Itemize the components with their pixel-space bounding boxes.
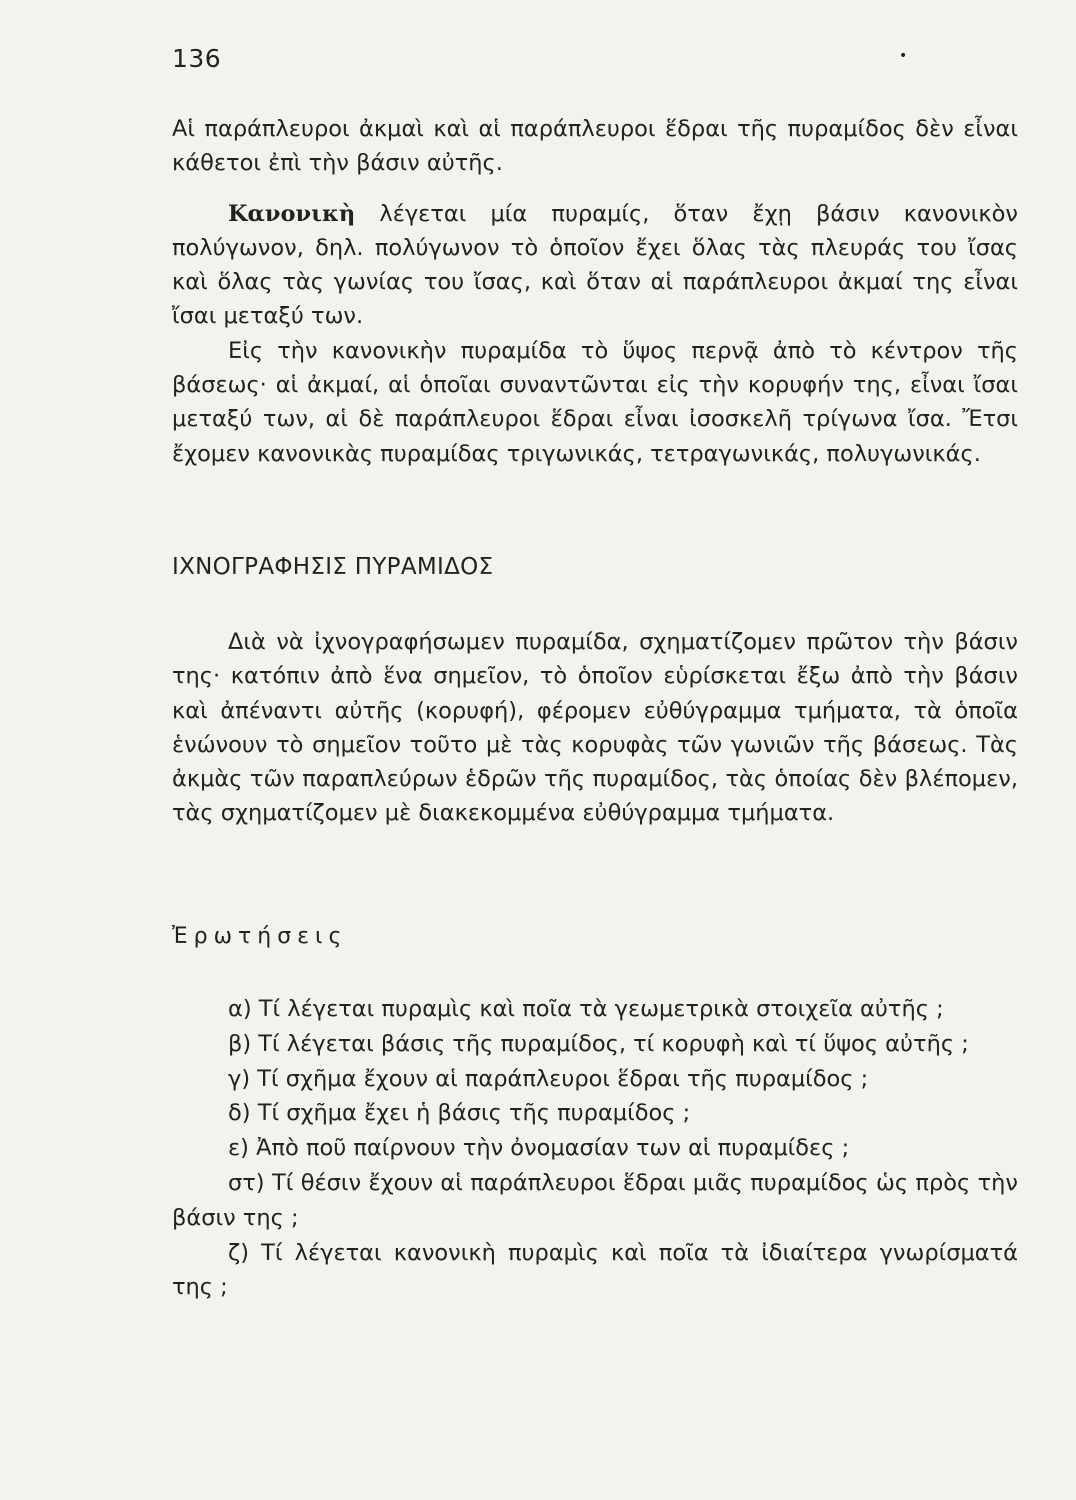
questions-list [172,992,1018,1305]
question-item: β) Τί λέγεται βάσις τῆς πυραμίδος, τί κορυφὴ καὶ τί ὕψος αὐτῆς ; [228,1030,969,1057]
intro-text [172,112,1018,471]
section-heading: ΙΧΝΟΓΡΑΦΗΣΙΣ ΠΥΡΑΜΙΔΟΣ [172,554,494,580]
paragraph-regular-pyramid-properties: Εἰς τὴν κανονικὴν πυραμίδα τὸ ὕψος περνᾷ ἀπὸ τὸ κέντρον τῆς βάσεως· αἱ ἀκμαί, αἱ ὁποῖαι συναντῶνται εἰς τὴν κορυφήν της, εἶναι ἴσαι μεταξύ των, αἱ δὲ παράπλευροι ἕδραι εἶναι ἰσοσκελῆ τρίγωνα ἴσα. Ἔτσι ἔχομεν κανονικὰς πυραμίδας τριγωνικάς, τετραγωνικάς, πολυγωνικάς. [172,337,1018,467]
question-item: ε) Ἀπὸ ποῦ παίρνουν τὴν ὀνομασίαν των αἱ πυραμίδες ; [228,1135,850,1162]
paragraph-drawing-method: Διὰ νὰ ἰχνογραφήσωμεν πυραμίδα, σχηματίζομεν πρῶτον τὴν βάσιν της· κατόπιν ἀπὸ ἕνα σημεῖον, τὸ ὁποῖον εὑρίσκεται ἔξω ἀπὸ τὴν βάσιν καὶ ἀπέναντι αὐτῆς (κορυφή), φέρομεν εὐθύγραμμα τμήματα, τὰ ὁποῖα ἑνώνουν τὸ σημεῖον τοῦτο μὲ τὰς κορυφὰς τῶν γωνιῶν τῆς βάσεως. Τὰς ἀκμὰς τῶν παραπλεύρων ἑδρῶν τῆς πυραμίδος, τὰς ὁποίας δὲν βλέπομεν, τὰς σχηματίζομεν μὲ διακεκομμένα εὐθύγραμμα τμήματα. [172,629,1018,827]
definition-text: λέγεται μία πυραμίς, ὅταν ἔχῃ βάσιν κανονικὸν πολύγωνον, δηλ. πολύγωνον τὸ ὁποῖον ἔχει ὅλας τὰς πλευράς του ἴσας καὶ ὅλας τὰς γωνίας του ἴσας, καὶ ὅταν αἱ παράπλευροι ἀκμαί της εἶναι ἴσαι μεταξύ των. [172,200,1018,330]
page-number: 136 [172,44,222,73]
paragraph-regular-pyramid-definition [172,197,1018,334]
question-item: γ) Τί σχῆμα ἔχουν αἱ παράπλευροι ἕδραι τῆς πυραμίδος ; [228,1065,869,1092]
question-item: στ) Τί θέσιν ἔχουν αἱ παράπλευροι ἕδραι μιᾶς πυραμίδος ὡς πρὸς τὴν βάσιν της ; [172,1169,1018,1231]
question-item: ζ) Τί λέγεται κανονικὴ πυραμὶς καὶ ποῖα τὰ ἰδιαίτερα γνωρίσματά της ; [172,1239,1018,1301]
question-item: δ) Τί σχῆμα ἔχει ἡ βάσις τῆς πυραμίδος ; [228,1100,691,1127]
drawing-text [172,625,1018,831]
bullet-mark: • [899,48,908,64]
questions-title: Ἐρωτήσεις [172,924,348,949]
paragraph-edges-faces: Αἱ παράπλευροι ἀκμαὶ καὶ αἱ παράπλευροι ἕδραι τῆς πυραμίδος δὲν εἶναι κάθετοι ἐπὶ τὴν βάσιν αὐτῆς. [172,116,1018,177]
question-item: α) Τί λέγεται πυραμὶς καὶ ποῖα τὰ γεωμετρικὰ στοιχεῖα αὐτῆς ; [228,996,944,1022]
term-regular: Κανονικὴ [228,200,356,227]
